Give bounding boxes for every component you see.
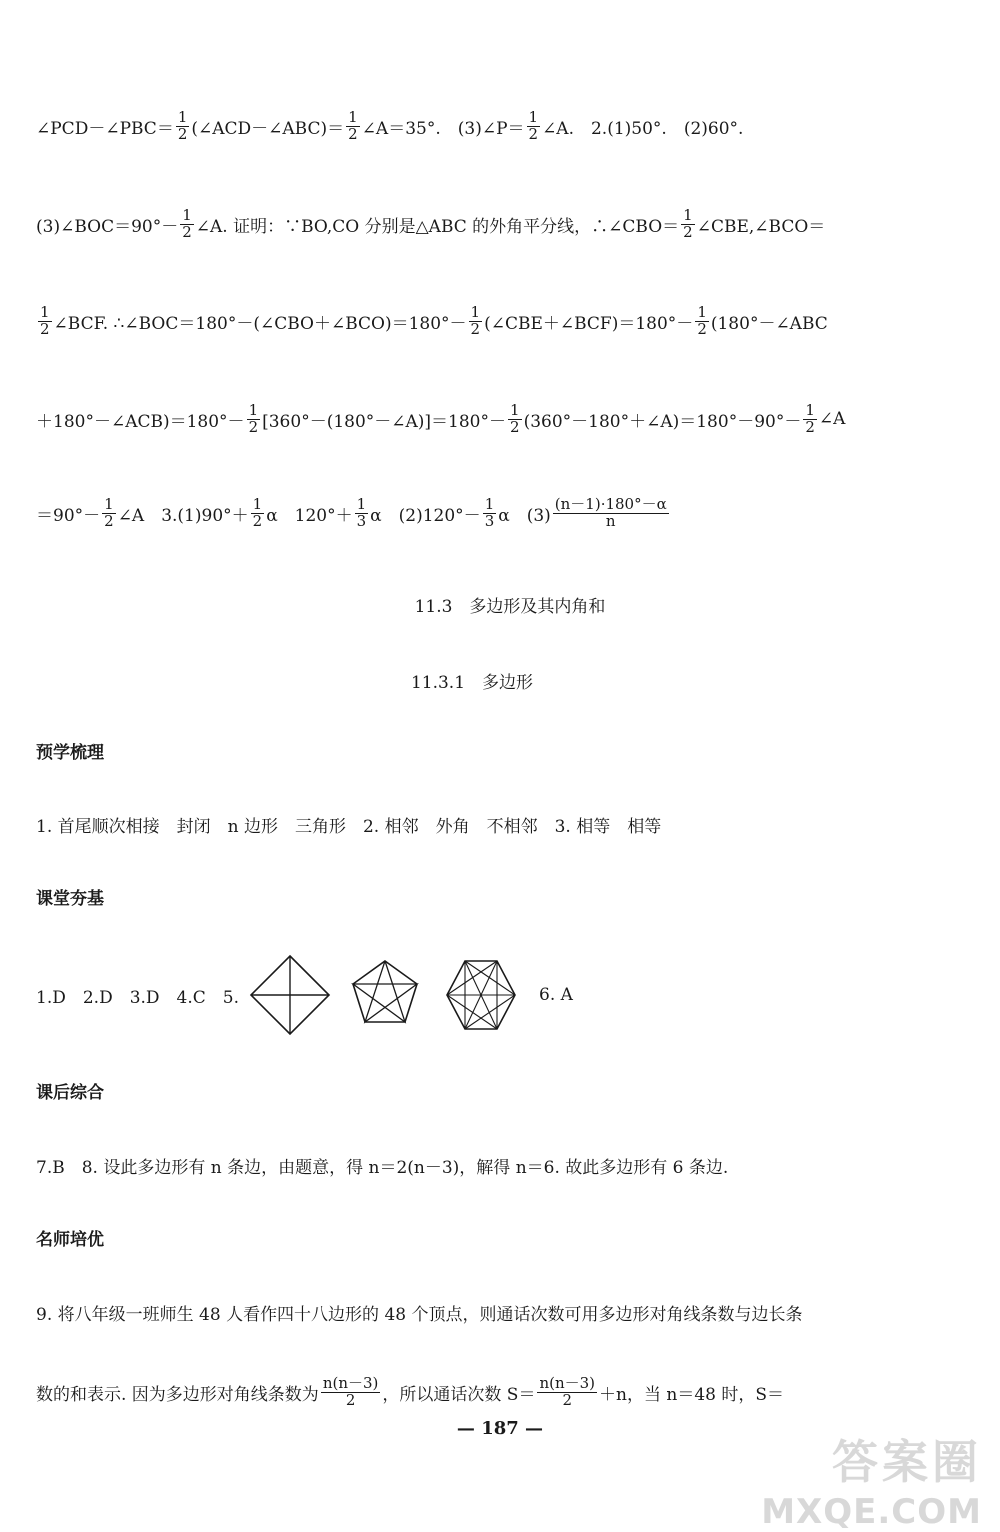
section-title: 11.3 多边形及其内角和 bbox=[414, 597, 606, 617]
pentagon-diagonals-figure bbox=[345, 955, 425, 1035]
text: ∠A＝35°. (3)∠P＝ bbox=[361, 118, 525, 139]
text: ＋n，当 n＝48 时，S＝ bbox=[599, 1384, 785, 1405]
text: ，所以通话次数 S＝ bbox=[382, 1384, 536, 1405]
answer-line-advanced-2 bbox=[36, 1376, 784, 1409]
fraction-half: $\frac{1}{2}$ bbox=[805, 401, 815, 436]
fraction-diagonals: $\frac{n(n-3)}{2}$ bbox=[322, 1374, 379, 1409]
answer-line-2 bbox=[36, 208, 825, 241]
fraction-diagonals: $\frac{n(n-3)}{2}$ bbox=[539, 1374, 596, 1409]
fraction-half: $\frac{1}{2}$ bbox=[510, 401, 520, 436]
answer-line-1 bbox=[36, 110, 743, 143]
answer-line-classwork bbox=[36, 950, 573, 1040]
text: α 120°＋ bbox=[266, 505, 353, 526]
text: ∠A. 2.(1)50°. (2)60°. bbox=[542, 118, 744, 139]
fraction-half: $\frac{1}{2}$ bbox=[697, 303, 707, 338]
fraction-half: $\frac{1}{2}$ bbox=[348, 108, 358, 143]
text: ∠CBE,∠BCO＝ bbox=[696, 216, 826, 237]
answer-line-3 bbox=[36, 305, 828, 338]
text: ∠BCF. ∴∠BOC＝180°－(∠CBO＋∠BCO)＝180°－ bbox=[53, 313, 467, 334]
answer-line-preview: 1. 首尾顺次相接 封闭 n 边形 三角形 2. 相邻 外角 不相邻 3. 相等 相等 bbox=[36, 817, 662, 837]
fraction-third: $\frac{1}{3}$ bbox=[484, 495, 495, 530]
watermark-logo bbox=[761, 1426, 982, 1532]
text: ∠A. 证明：∵BO,CO 分别是△ABC 的外角平分线，∴∠CBO＝ bbox=[195, 216, 680, 237]
fraction-half: $\frac{1}{2}$ bbox=[104, 495, 114, 530]
fraction-half: $\frac{1}{2}$ bbox=[177, 108, 188, 143]
text: ∠PCD－∠PBC＝ bbox=[36, 118, 174, 139]
text: 6. A bbox=[539, 985, 573, 1005]
fraction-half: $\frac{1}{2}$ bbox=[248, 401, 259, 436]
answer-line-homework: 7.B 8. 设此多边形有 n 条边，由题意，得 n＝2(n－3)，解得 n＝6. 故此多边形有 6 条边. bbox=[36, 1158, 729, 1178]
hexagon-diagonals-figure bbox=[439, 953, 523, 1037]
page-number: — 187 — bbox=[456, 1418, 544, 1439]
text: (∠ACD－∠ABC)＝ bbox=[191, 118, 345, 139]
fraction-third: $\frac{1}{3}$ bbox=[356, 495, 367, 530]
answer-line-5 bbox=[36, 497, 671, 530]
heading-preview: 预学梳理 bbox=[36, 743, 104, 763]
watermark-cn: 答案圈 bbox=[832, 1435, 982, 1489]
text: (∠CBE＋∠BCF)＝180°－ bbox=[484, 313, 694, 334]
text: ＝90°－ bbox=[36, 505, 101, 526]
quadrilateral-diagonals-figure bbox=[245, 950, 335, 1040]
fraction-half: $\frac{1}{2}$ bbox=[683, 206, 693, 241]
answer-line-4 bbox=[36, 403, 845, 436]
text: α (2)120°－ bbox=[370, 505, 481, 526]
fraction-half: $\frac{1}{2}$ bbox=[182, 206, 192, 241]
text: α (3) bbox=[498, 505, 551, 526]
heading-classwork: 课堂夯基 bbox=[36, 889, 104, 909]
fraction-half: $\frac{1}{2}$ bbox=[470, 303, 481, 338]
text: ∠A 3.(1)90°＋ bbox=[117, 505, 249, 526]
text: (180°－∠ABC bbox=[710, 313, 828, 334]
text: [360°－(180°－∠A)]＝180°－ bbox=[262, 411, 507, 432]
fraction-half: $\frac{1}{2}$ bbox=[528, 108, 539, 143]
section-subtitle: 11.3.1 多边形 bbox=[410, 673, 534, 693]
answer-line-advanced-1: 9. 将八年级一班师生 48 人看作四十八边形的 48 个顶点，则通话次数可用多边形对角线条数与边长条 bbox=[36, 1305, 803, 1325]
text: ∠A bbox=[818, 409, 846, 430]
text: (3)∠BOC＝90°－ bbox=[36, 216, 179, 237]
text: 数的和表示. 因为多边形对角线条数为 bbox=[36, 1384, 319, 1405]
text: (360°－180°＋∠A)＝180°－90°－ bbox=[523, 411, 802, 432]
heading-homework: 课后综合 bbox=[36, 1083, 104, 1103]
fraction-half: $\frac{1}{2}$ bbox=[40, 303, 50, 338]
heading-advanced: 名师培优 bbox=[36, 1230, 104, 1250]
fraction-half: $\frac{1}{2}$ bbox=[252, 495, 263, 530]
text: 1.D 2.D 3.D 4.C 5. bbox=[36, 987, 239, 1008]
fraction-formula: $\frac{(n-1)\cdot 180^\circ-\alpha}{n}$ bbox=[554, 495, 667, 530]
watermark-en: MXQE.COM bbox=[761, 1492, 982, 1532]
text: ＋180°－∠ACB)＝180°－ bbox=[36, 411, 245, 432]
